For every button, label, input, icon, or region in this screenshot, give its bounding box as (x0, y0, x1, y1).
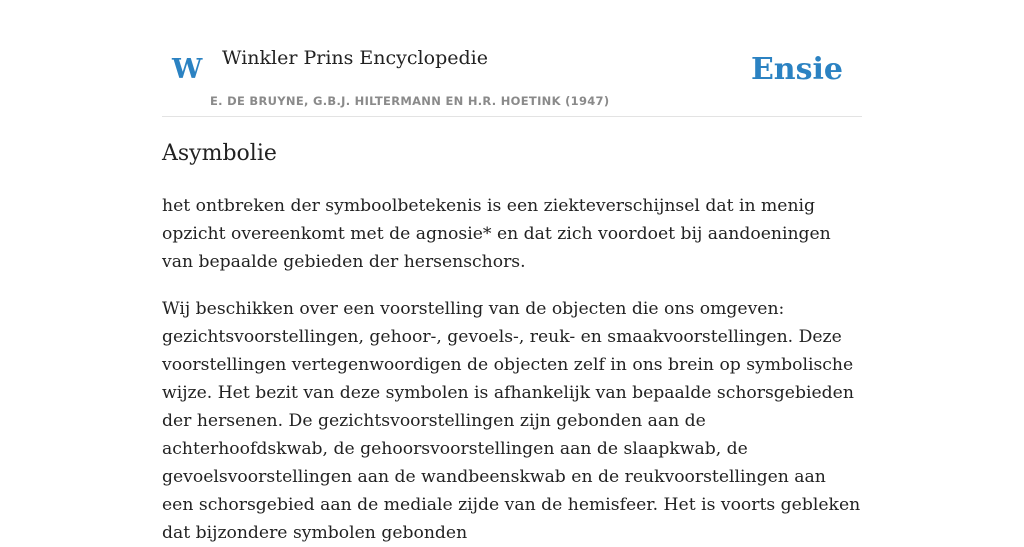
source-authors: E. DE BRUYNE, G.B.J. HILTERMANN EN H.R. HOETINK (1947) (210, 94, 610, 108)
article-title: Asymbolie (162, 141, 277, 166)
article-paragraph-1: het ontbreken der symboolbetekenis is een ziekteverschijnsel dat in menig opzicht overeenkomt met de agnosie* en dat zich voordoet bij aandoeningen van bepaalde gebieden der hersenschors. (162, 196, 831, 272)
source-title-link[interactable]: Winkler Prins Encyclopedie (222, 47, 488, 69)
source-header (162, 0, 862, 117)
article-paragraph-2: Wij beschikken over een voorstelling van de objecten die ons omgeven: gezichtsvoorstellingen, gehoor-, gevoels-, reuk- en smaakvoorstellingen. Deze voorstellingen vertegenwoordigen de objecten zelf in ons brein op symbolische wijze. Het bezit van deze symbolen is afhankelijk van bepaalde schorsgebieden der hersenen. De gezichtsvoorstellingen zijn gebonden aan de achterhoofdskwab, de gehoorsvoorstellingen aan de slaapkwab, de gevoelsvoorstellingen aan de wandbeenskwab en de reukvoorstellingen aan een schorsgebied aan de mediale zijde van de hemisfeer. Het is voorts gebleken dat bijzondere symbolen gebonden (162, 299, 861, 543)
article (162, 138, 862, 547)
ensie-brand-link[interactable]: Ensie (750, 52, 843, 87)
source-logo: W (172, 54, 203, 85)
